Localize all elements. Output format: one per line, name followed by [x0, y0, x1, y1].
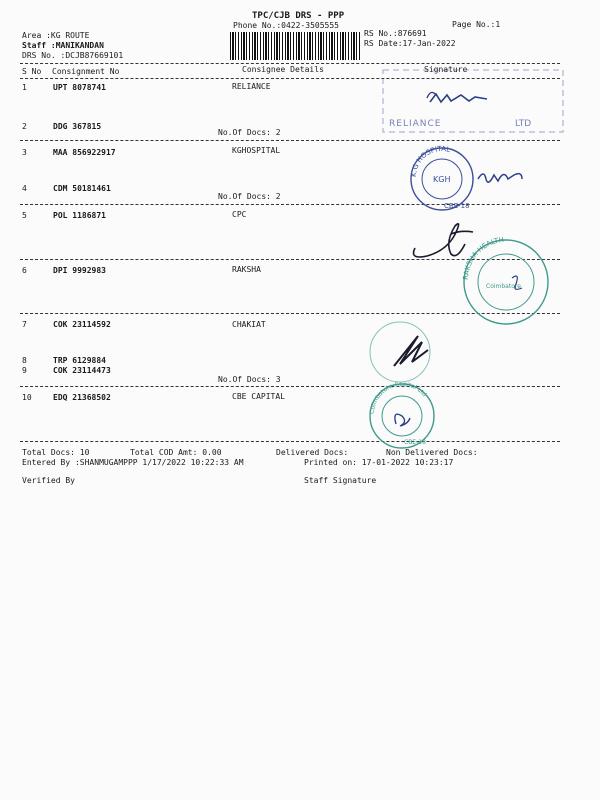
row-doc-count: No.Of Docs: 2 — [218, 192, 281, 201]
divider — [20, 386, 560, 387]
cbe-capital-stamp — [366, 380, 446, 450]
row-s-no: 1 — [22, 83, 27, 92]
reliance-stamp — [375, 68, 575, 138]
row-s-no: 3 — [22, 148, 27, 157]
stamp-text: Coimbatore Capital Ltd — [368, 380, 428, 415]
entered-by: Entered By :SHANMUGAMPPP 1/17/2022 10:22:33 AM — [22, 458, 244, 467]
row-s-no: 2 — [22, 122, 27, 131]
total-docs: Total Docs: 10 — [22, 448, 90, 457]
row-consignment: COK 23114473 — [53, 366, 111, 375]
svg-text:K.G HOSPITAL — [410, 145, 451, 177]
row-consignee: CPC — [232, 210, 247, 219]
document-title: TPC/CJB DRS - PPP — [252, 11, 345, 21]
stamp-text: KGH — [433, 175, 451, 184]
row-consignee: RAKSHA — [232, 265, 261, 274]
row-consignment: POL 1186871 — [53, 211, 106, 220]
row-consignment: TRP 6129884 — [53, 356, 106, 365]
stamp-text: RELIANCE — [389, 119, 442, 129]
row-consignment: CDM 50181461 — [53, 184, 111, 193]
divider — [20, 441, 560, 442]
column-header-consignment: Consignment No — [52, 67, 120, 76]
row-consignment: COK 23114592 — [53, 320, 111, 329]
phone-number: Phone No.:0422-3505555 — [233, 21, 339, 30]
stamp-text: K.G HOSPITAL — [409, 144, 452, 178]
raksha-stamp — [458, 236, 558, 326]
stamp-text: LTD — [515, 119, 532, 129]
staff-label: Staff :MANIKANDAN — [22, 41, 104, 50]
stamp-text: RAKSHA HEALTH — [461, 235, 505, 281]
divider — [20, 63, 560, 64]
printed-on: Printed on: 17-01-2022 10:23:17 — [304, 458, 454, 467]
svg-text:Coimbatore Capital Ltd — [369, 381, 428, 414]
row-consignment: MAA 856922917 — [53, 148, 116, 157]
row-s-no: 9 — [22, 366, 27, 375]
row-s-no: 8 — [22, 356, 27, 365]
row-s-no: 10 — [22, 393, 32, 402]
row-doc-count: No.Of Docs: 2 — [218, 128, 281, 137]
rs-number: RS No.:876691 — [364, 29, 427, 38]
stamp-text: Coimbatore — [486, 283, 521, 290]
row-consignment: EDQ 21368502 — [53, 393, 111, 402]
row-consignment: DPI 9992983 — [53, 266, 106, 275]
chakiat-stamp — [366, 318, 446, 388]
row-consignee: KGHOSPITAL — [232, 146, 281, 155]
drs-number: DRS No. :DCJB87669101 — [22, 51, 124, 60]
area-label: Area :KG ROUTE — [22, 31, 90, 40]
page-number: Page No.:1 — [452, 20, 501, 29]
row-s-no: 7 — [22, 320, 27, 329]
column-header-consignee: Consignee Details — [242, 65, 324, 74]
verified-by: Verified By — [22, 476, 75, 485]
kg-hospital-stamp — [408, 145, 558, 215]
barcode — [230, 32, 360, 60]
rs-date: RS Date:17-Jan-2022 — [364, 39, 456, 48]
row-consignee: CBE CAPITAL — [232, 392, 285, 401]
row-doc-count: No.Of Docs: 3 — [218, 375, 281, 384]
divider — [20, 140, 560, 141]
row-consignment: DDG 367815 — [53, 122, 102, 131]
non-delivered-docs: Non Delivered Docs: — [386, 448, 478, 457]
column-header-signature: Signature — [424, 65, 468, 74]
row-s-no: 4 — [22, 184, 27, 193]
row-s-no: 5 — [22, 211, 27, 220]
delivered-docs: Delivered Docs: — [276, 448, 349, 457]
row-s-no: 6 — [22, 266, 27, 275]
column-header-s-no: S No — [22, 67, 42, 76]
row-consignee: CHAKIAT — [232, 320, 266, 329]
svg-text:RAKSHA HEALTH — [462, 236, 504, 280]
staff-signature: Staff Signature — [304, 476, 377, 485]
row-consignment: UPT 8078741 — [53, 83, 106, 92]
total-cod-amount: Total COD Amt: 0.00 — [130, 448, 222, 457]
stamp-text: CBE-18 — [404, 439, 426, 446]
stamp-text: CBE-18 — [444, 202, 470, 210]
row-consignee: RELIANCE — [232, 82, 271, 91]
